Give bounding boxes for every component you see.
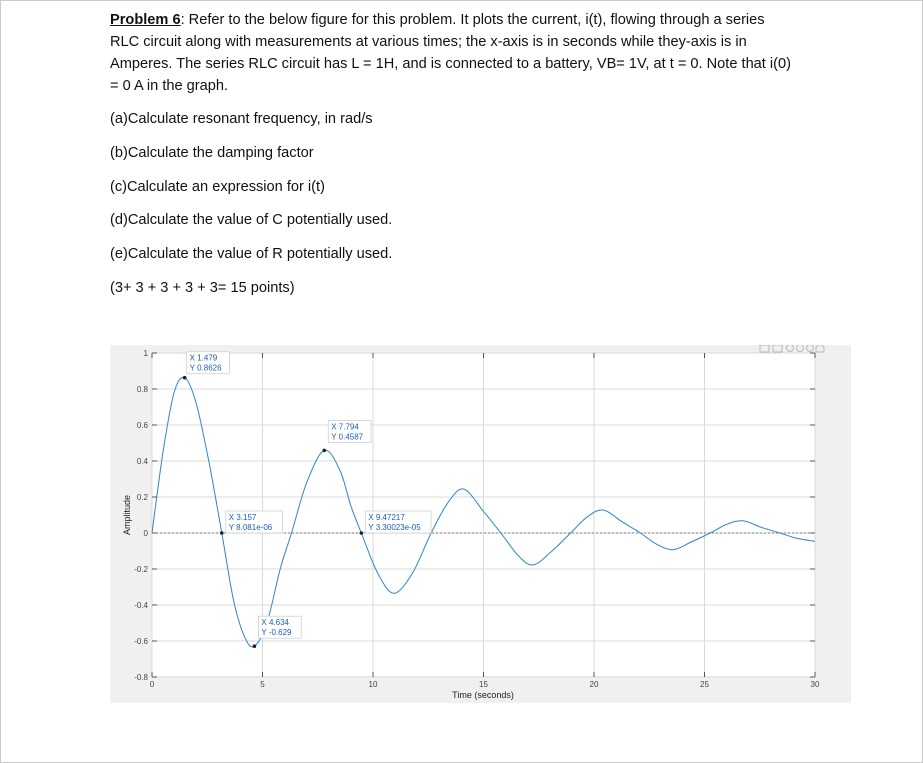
y-tick-label: 0.6 [136, 421, 148, 430]
datatip-x: X 9.47217 [368, 513, 405, 522]
question-b: (b)Calculate the damping factor [110, 145, 314, 161]
y-tick-label: -0.4 [134, 601, 148, 610]
toolbar-save-icon[interactable] [760, 345, 769, 352]
y-axis-label: Amplitude [122, 494, 132, 536]
datatip-marker [360, 531, 364, 535]
toolbar-brush-icon[interactable] [773, 345, 782, 352]
y-tick-label: -0.2 [134, 565, 148, 574]
datatip-marker [253, 644, 257, 648]
y-tick-label: 0.2 [136, 493, 148, 502]
datatip-y: Y -0.629 [261, 628, 292, 638]
datatip-y: Y 8.081e-06 [228, 523, 273, 532]
x-tick-label: 30 [810, 680, 820, 689]
current-plot[interactable] [110, 345, 851, 703]
datatip-x: X 1.479 [189, 353, 218, 363]
question-a: (a)Calculate resonant frequency, in rad/s [110, 111, 373, 127]
x-tick-label: 15 [479, 680, 488, 689]
toolbar-datatip-icon[interactable] [787, 345, 794, 352]
question-d: (d)Calculate the value of C potentially used. [110, 212, 393, 228]
intro-line-3: Amperes. The series RLC circuit has L = 1H, and is connected to a battery, VB= 1V, at t = 0. Note that i(0) [110, 56, 791, 72]
x-tick-label: 0 [149, 680, 155, 689]
figure-window [110, 345, 851, 703]
datatip-y: Y 0.4587 [331, 432, 364, 442]
datatip-x: X 4.634 [261, 618, 289, 628]
datatip-y: Y 3.30023e-05 [368, 523, 421, 532]
intro-line-2: RLC circuit along with measurements at various times; the x-axis is in seconds while they-axis is in [110, 34, 747, 50]
question-e: (e)Calculate the value of R potentially used. [110, 246, 393, 262]
problem-statement [110, 9, 810, 97]
datatip-marker [220, 531, 224, 535]
y-tick-label: -0.8 [134, 673, 148, 682]
x-axis-label: Time (seconds) [452, 690, 514, 700]
datatip-x: X 3.157 [228, 513, 257, 522]
points-total: (3+ 3 + 3 + 3 + 3= 15 points) [110, 280, 295, 296]
toolbar-home-icon[interactable] [816, 345, 824, 352]
axes-toolbar[interactable] [760, 345, 824, 352]
x-tick-label: 5 [260, 680, 265, 689]
question-c: (c)Calculate an expression for i(t) [110, 179, 325, 195]
x-tick-label: 25 [700, 680, 709, 689]
y-tick-label: -0.6 [134, 637, 148, 646]
y-tick-label: 0.4 [136, 457, 148, 466]
datatip-y: Y 0.8626 [189, 363, 222, 373]
datatip-x: X 7.794 [331, 422, 359, 432]
intro-line-4: = 0 A in the graph. [110, 78, 229, 94]
y-tick-label: 0.8 [136, 385, 148, 394]
datatip-marker [322, 449, 326, 453]
toolbar-zoom-in-icon[interactable] [797, 345, 804, 352]
y-tick-label: 0 [143, 529, 148, 538]
y-tick-label: 1 [143, 349, 148, 358]
x-tick-label: 20 [589, 680, 599, 689]
datatip-marker [183, 376, 187, 380]
intro-line-1: : Refer to the below figure for this problem. It plots the current, i(t), flowing through a series [180, 12, 765, 28]
toolbar-zoom-out-icon[interactable] [807, 345, 814, 352]
x-tick-label: 10 [368, 680, 378, 689]
problem-heading: Problem 6 [110, 12, 181, 28]
